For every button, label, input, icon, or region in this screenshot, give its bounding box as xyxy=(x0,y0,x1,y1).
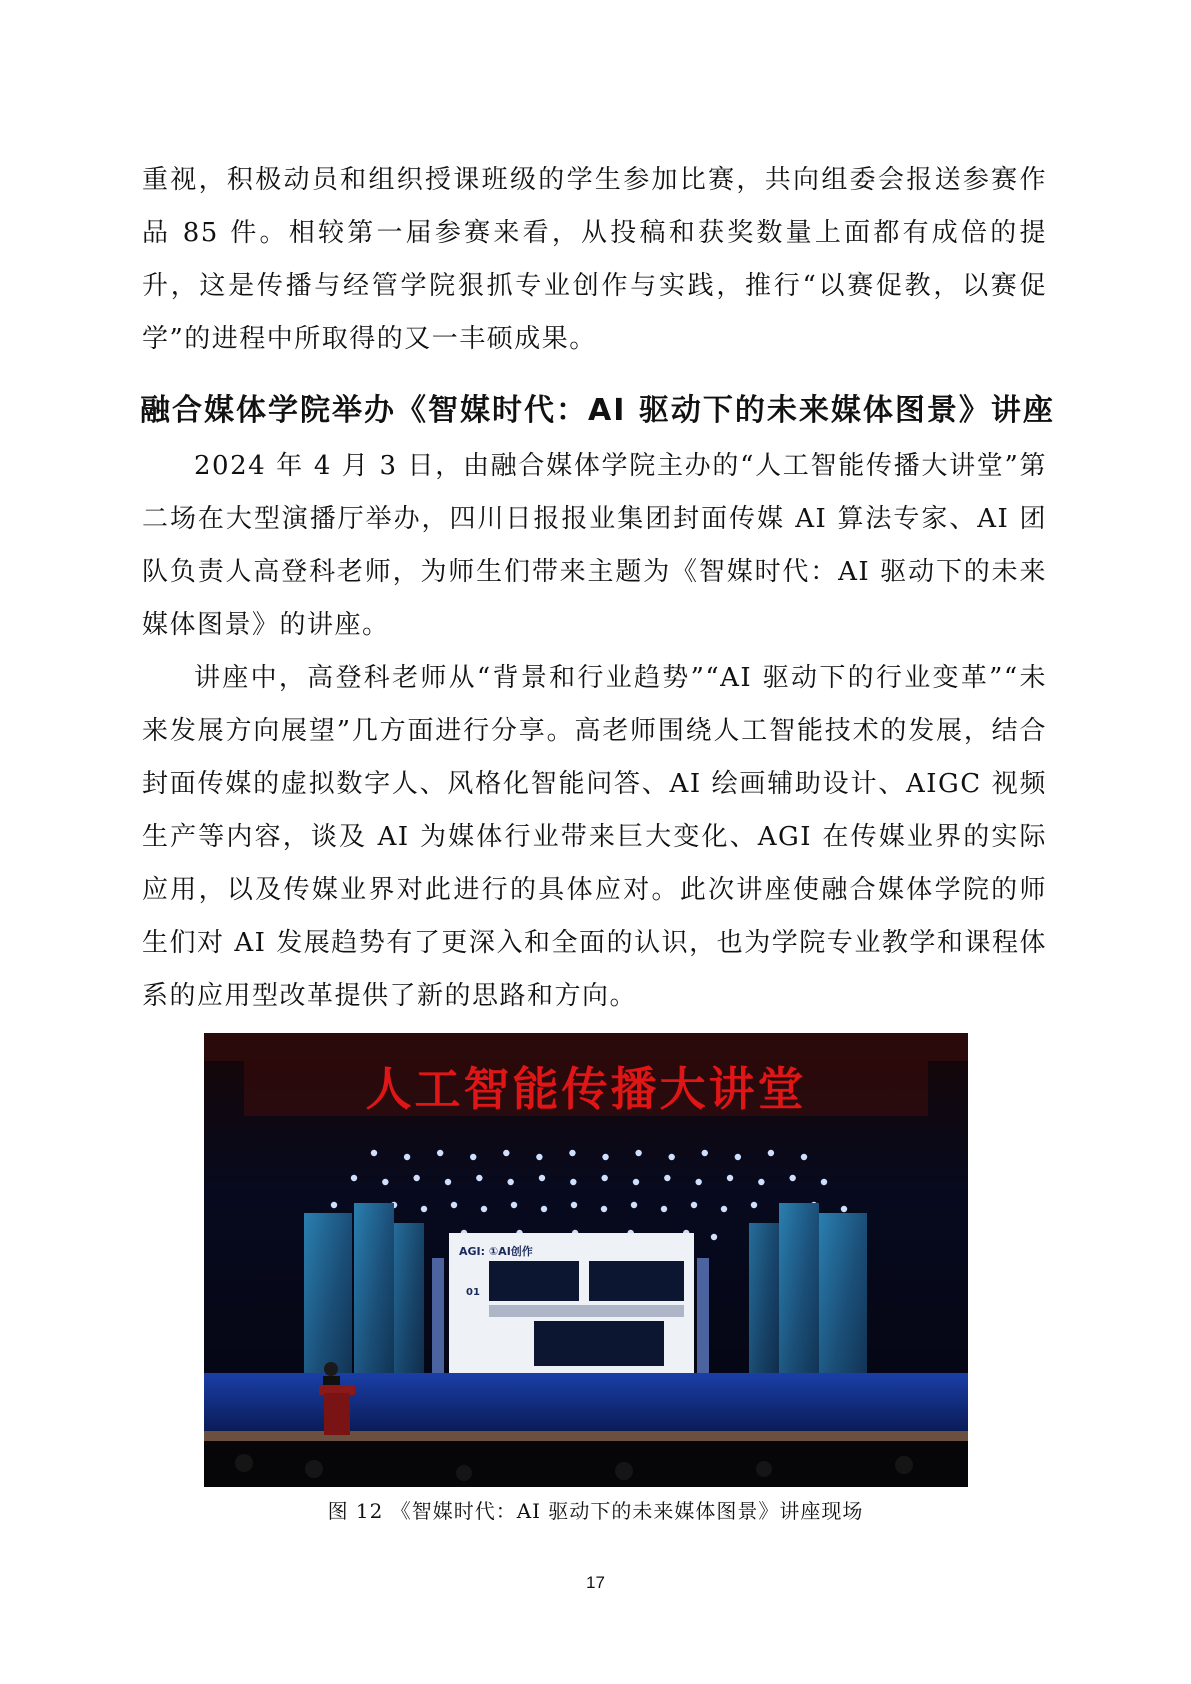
stage-light xyxy=(570,1179,576,1185)
section-heading: 融合媒体学院举办《智媒时代：AI 驱动下的未来媒体图景》讲座 xyxy=(140,393,1055,428)
stage-light xyxy=(569,1150,575,1156)
stage-light xyxy=(801,1154,807,1160)
stage-light xyxy=(758,1179,764,1185)
stage-light xyxy=(633,1179,639,1185)
screen-title: AGI: ①AI创作 xyxy=(459,1245,533,1258)
stage-light xyxy=(735,1154,741,1160)
stage-light xyxy=(571,1202,577,1208)
stage-light xyxy=(711,1234,717,1240)
stage-light xyxy=(445,1179,451,1185)
stage-light xyxy=(476,1175,482,1181)
stage-light xyxy=(351,1175,357,1181)
stage-light xyxy=(503,1150,509,1156)
stage-light xyxy=(631,1202,637,1208)
stage-light xyxy=(702,1150,708,1156)
lecture-photo xyxy=(204,1033,968,1487)
stage-light xyxy=(404,1154,410,1160)
stage-light xyxy=(635,1150,641,1156)
stage-light xyxy=(821,1179,827,1185)
stage-light xyxy=(601,1175,607,1181)
stage-light xyxy=(691,1202,697,1208)
stage-light xyxy=(602,1154,608,1160)
stage-light xyxy=(768,1150,774,1156)
stage-light xyxy=(470,1154,476,1160)
stage-light xyxy=(331,1202,337,1208)
body-paragraph: 重视，积极动员和组织授课班级的学生参加比赛，共向组委会报送参赛作品 85 件。相较第一届参赛来看，从投稿和获奖数量上面都有成倍的提升，这是传播与经管学院狠抓专业创作与实践，推行“以赛促教，以赛促学”的进程中所取得的又一丰硕成果。 xyxy=(142,165,1047,354)
body-paragraph: 2024 年 4 月 3 日，由融合媒体学院主办的“人工智能传播大讲堂”第二场在大型演播厅举办，四川日报报业集团封面传媒 AI 算法专家、AI 团队负责人高登科老师，为师生们带来主题为《智媒时代：AI 驱动下的未来媒体图景》的讲座。 xyxy=(142,451,1047,640)
stage-light xyxy=(601,1206,607,1212)
stage-light xyxy=(541,1206,547,1212)
screen-number: 01 xyxy=(466,1287,480,1298)
stage-light xyxy=(481,1206,487,1212)
stage-light xyxy=(721,1206,727,1212)
figure-caption: 图 12 《智媒时代：AI 驱动下的未来媒体图景》讲座现场 xyxy=(327,1499,864,1523)
stage-light xyxy=(661,1206,667,1212)
stage-light xyxy=(451,1202,457,1208)
stage-light xyxy=(751,1202,757,1208)
stage-light xyxy=(382,1179,388,1185)
stage-light xyxy=(437,1150,443,1156)
stage-light xyxy=(789,1175,795,1181)
stage-light xyxy=(664,1175,670,1181)
stage-light xyxy=(371,1150,377,1156)
stage-light xyxy=(421,1206,427,1212)
banner-text: 人工智能传播大讲堂 xyxy=(365,1062,807,1116)
stage-light xyxy=(841,1206,847,1212)
stage-light xyxy=(539,1175,545,1181)
stage-light xyxy=(727,1175,733,1181)
body-paragraph: 讲座中，高登科老师从“背景和行业趋势”“AI 驱动下的行业变革”“未来发展方向展望”几方面进行分享。高老师围绕人工智能技术的发展，结合封面传媒的虚拟数字人、风格化智能问答、AI 绘画辅助设计、AIGC 视频生产等内容，谈及 AI 为媒体行业带来巨大变化、AGI 在传媒业界的实际应用，以及传媒业界对此进行的具体应对。此次讲座使融合媒体学院的师生们对 AI 发展趋势有了更深入和全面的认识，也为学院专业教学和课程体系的应用型改革提供了新的思路和方向。 xyxy=(142,663,1047,1011)
stage-light xyxy=(695,1179,701,1185)
page-number: 17 xyxy=(586,1573,605,1592)
stage-light xyxy=(511,1202,517,1208)
stage-light xyxy=(668,1154,674,1160)
stage-light xyxy=(507,1179,513,1185)
stage-light xyxy=(413,1175,419,1181)
stage-light xyxy=(536,1154,542,1160)
